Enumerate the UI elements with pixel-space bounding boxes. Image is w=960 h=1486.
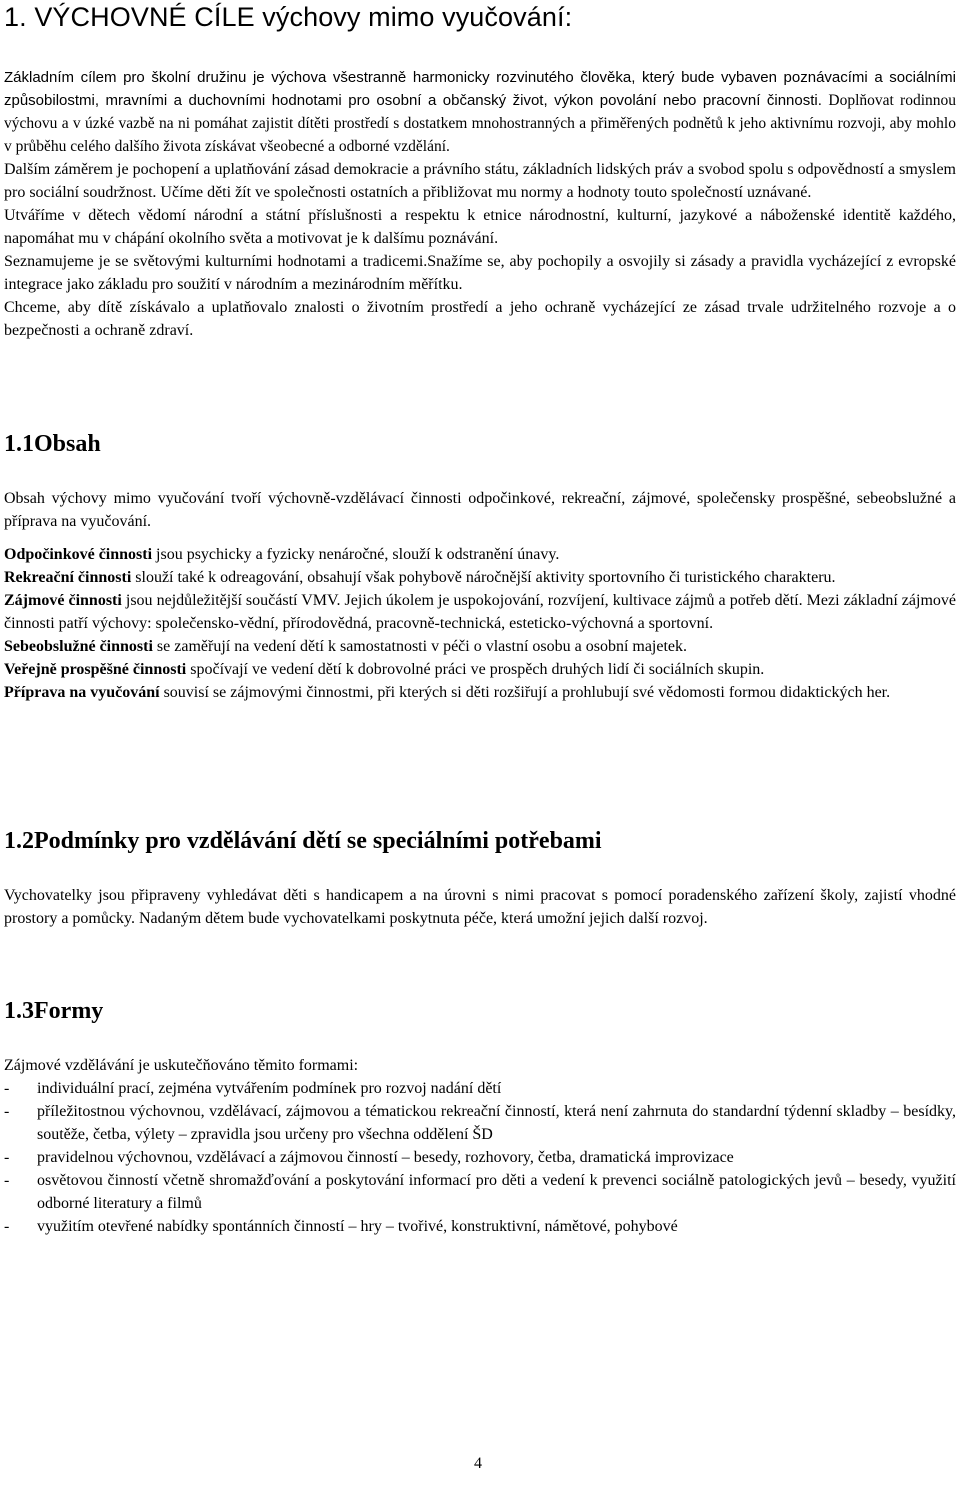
spacer (4, 533, 956, 543)
obsah-items (4, 543, 956, 704)
obsah-item-term: Rekreační činnosti (4, 569, 132, 586)
formy-list-item-text: využitím otevřené nabídky spontánních činností – hry – tvořivé, konstruktivní, námětové, pohybové (37, 1218, 678, 1235)
obsah-item-text: spočívají ve vedení dětí k dobrovolné práci ve prospěch druhých lidí či sociálních skupin. (186, 661, 765, 678)
intro-paragraph-3: Utváříme v dětech vědomí národní a státní příslušnosti a respektu k etnice národnostní, kulturní, jazykové a náboženské identitě každého, napomáhat mu v chápání okolního světa a motivovat je k dalšímu poznávání. (4, 207, 956, 247)
intro-text-sans: Základním cílem pro školní družinu je výchova všestranně harmonicky rozvinutého člověka, který bude vybaven poznávacími a sociálními způsobilostmi, mravními a duchovními hodnotami pro osobní a občanský život, výkon povolání nebo pracovní činnosti. (4, 69, 956, 109)
intro-paragraph-4: Seznamujeme je se světovými kulturními hodnotami a tradicemi.Snažíme se, aby pochopily a osvojily si zásady a pravidla vycházející z evropské integrace jako základu pro soužití v národním a mezinárodním měřítku. (4, 253, 956, 293)
podminky-text: Vychovatelky jsou připraveny vyhledávat děti s handicapem a na úrovni s nimi pracovat s pomocí poradenského zařízení školy, zajistí vhodné prostory a pomůcky. Nadaným dětem bude vychovatelkami poskytnuta péče, která umožní jejich další rozvoj. (4, 887, 956, 927)
intro-paragraph-5: Chceme, aby dítě získávalo a uplatňovalo znalosti o životním prostředí a jeho ochraně vycházející ze zásad trvale udržitelného rozvoje a o bezpečnosti a ochraně zdraví. (4, 299, 956, 339)
list-dash: - (4, 1149, 10, 1166)
page-number: 4 (474, 1455, 482, 1472)
formy-list-item (4, 1215, 956, 1238)
obsah-item-term: Příprava na vyučování (4, 684, 160, 701)
obsah-item (4, 589, 956, 635)
obsah-item (4, 658, 956, 681)
obsah-item-text: slouží také k odreagování, obsahují však pohybově náročnější aktivity sportovního či turistického charakteru. (131, 569, 836, 586)
section-heading-obsah: 1.1Obsah (4, 431, 101, 457)
obsah-item-text: jsou psychicky a fyzicky nenáročné, slouží k odstranění únavy. (152, 546, 560, 563)
formy-list-item-text: příležitostnou výchovnou, vzdělávací, zájmovou a tématickou rekreační činností, která není zahrnuta do standardní týdenní skladby – besídky, soutěže, četba, výlety – zpravidla jsou určeny pro všechna oddělení ŠD (37, 1103, 956, 1143)
formy-intro: Zájmové vzdělávání je uskutečňováno těmito formami: (4, 1057, 359, 1074)
obsah-item-term: Zájmové činnosti (4, 592, 122, 609)
obsah-item-term: Sebeobslužné činnosti (4, 638, 153, 655)
obsah-item-term: Veřejně prospěšné činnosti (4, 661, 187, 678)
formy-list-item-text: individuální prací, zejména vytvářením podmínek pro rozvoj nadání dětí (37, 1080, 502, 1097)
list-dash: - (4, 1172, 10, 1189)
obsah-item (4, 566, 956, 589)
formy-section (4, 1054, 956, 1238)
intro-text-serif: Doplňovat rodinnou výchovu a v úzké vazbě na ni pomáhat zajistit dítěti prostředí s dostatkem mnohostranných a přiměřených podnětů k jeho aktivnímu rozvoji, aby mohlo v průběhu celého dalšího života získávat všeobecné a odborné vzdělání. (4, 92, 957, 155)
section-heading-formy: 1.3Formy (4, 998, 104, 1024)
formy-list-item-text: pravidelnou výchovnou, vzdělávací a zájmovou činností – besedy, rozhovory, četba, dramatická improvizace (37, 1149, 734, 1166)
obsah-item-text: souvisí se zájmovými činnostmi, při kterých si děti rozšiřují a prohlubují své vědomosti formou didaktických her. (159, 684, 891, 701)
obsah-item-text: jsou nejdůležitější součástí VMV. Jejich úkolem je uspokojování, rozvíjení, kultivace zájmů a potřeb dětí. Mezi základní zájmové činnosti patří výchovy: společensko-vědní, přírodovědná, pracovně-technická, esteticko-výchovná a sportovní. (4, 592, 957, 632)
formy-list-item (4, 1077, 956, 1100)
intro-paragraph-1 (4, 66, 956, 158)
formy-list-item (4, 1146, 956, 1169)
obsah-intro: Obsah výchovy mimo vyučování tvoří výchovně-vzdělávací činnosti odpočinkové, rekreační, zájmové, společensky prospěšné, sebeobslužné a příprava na vyučování. (4, 490, 956, 530)
list-dash: - (4, 1218, 10, 1235)
formy-list-item-text: osvětovou činností včetně shromažďování a poskytování informací pro děti a vedení k prevenci sociálně patologických jevů – besedy, využití odborné literatury a filmů (37, 1172, 956, 1212)
obsah-item (4, 543, 956, 566)
list-dash: - (4, 1103, 10, 1120)
obsah-item-term: Odpočinkové činnosti (4, 546, 153, 563)
obsah-item (4, 635, 956, 658)
intro-paragraph-2: Dalším záměrem je pochopení a uplatňování zásad demokracie a právního státu, základních lidských práv a svobod spolu s odpovědností a smyslem pro sociální soudržnost. Učíme děti žít ve společnosti ostatních a přibližovat mu normy a hodnoty touto společností uznávané. (4, 161, 956, 201)
obsah-section (4, 487, 956, 704)
formy-list-item (4, 1100, 956, 1146)
section-heading-podminky: 1.2Podmínky pro vzdělávání dětí se speciálními potřebami (4, 828, 602, 854)
formy-list-item (4, 1169, 956, 1215)
formy-list (4, 1077, 956, 1238)
intro-section (4, 66, 956, 342)
intro-paragraphs (4, 158, 956, 342)
podminky-section (4, 884, 956, 930)
obsah-item-text: se zaměřují na vedení dětí k samostatnosti v péči o vlastní osobu a osobní majetek. (152, 638, 688, 655)
obsah-item (4, 681, 956, 704)
page-title: 1. VÝCHOVNÉ CÍLE výchovy mimo vyučování: (4, 2, 573, 32)
list-dash: - (4, 1080, 10, 1097)
